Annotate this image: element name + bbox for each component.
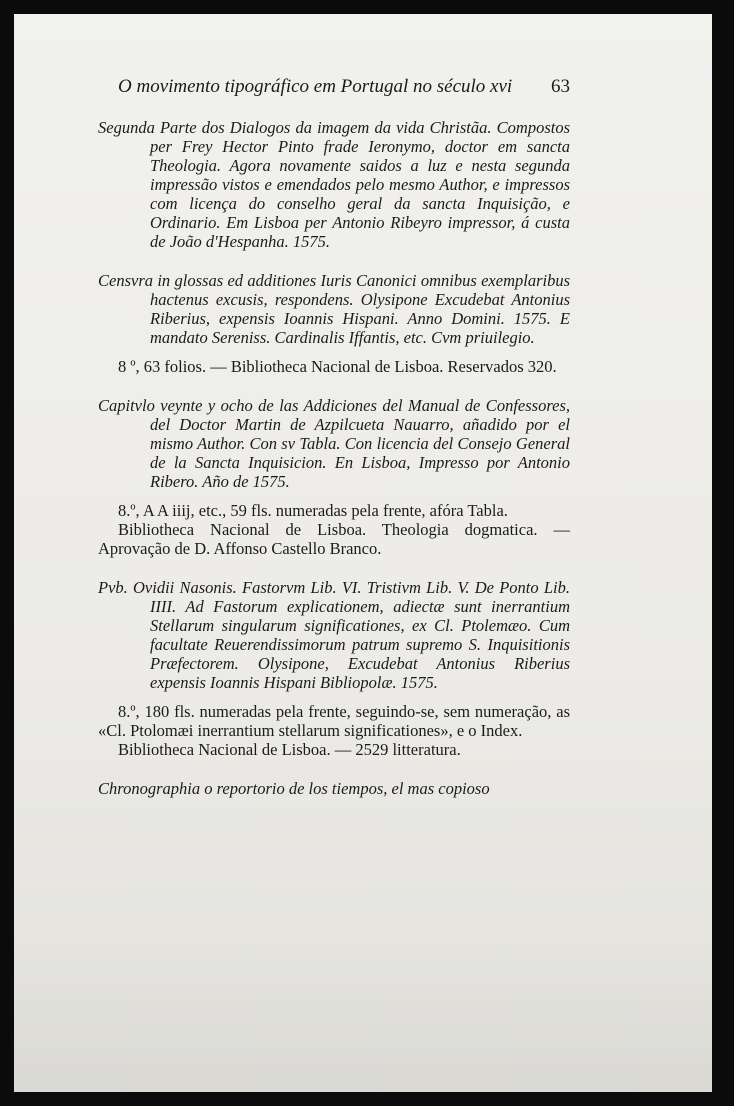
entry-note: 8 º, 63 folios. — Bibliotheca Nacional de Lisboa. Reservados 320. — [118, 357, 557, 376]
entry-note: 8.º, A A iiij, etc., 59 fls. numeradas pela frente, afóra Tabla. — [118, 501, 508, 520]
page-number: 63 — [551, 76, 570, 97]
running-title: O movimento tipográfico em Portugal no século xvi — [118, 76, 513, 97]
scanned-page — [14, 14, 712, 1092]
entry-note: 8.º, 180 fls. numeradas pela frente, seguindo-se, sem numeração, as «Cl. Ptolomæi inerrantium stellarum significationes», e o Index. — [98, 702, 570, 740]
bibliographic-entry-title: Segunda Parte dos Dialogos da imagem da vida Christãa. Compostos per Frey Hector Pinto frade Ieronymo, doctor em sancta Theologia. Agora novamente saidos a luz e nesta segunda impressão vistos e emendados pelo mesmo Author, e impressos com licença do conselho geral da sancta Inquisição, e Ordinario. Em Lisboa per Antonio Ribeyro impressor, á custa de João d'Hespanha. 1575. — [98, 118, 570, 251]
entry-note: Bibliotheca Nacional de Lisboa. Theologia dogmatica. — Aprovação de D. Affonso Castello Branco. — [98, 520, 570, 558]
bibliographic-entry-title: Capitvlo veynte y ocho de las Addiciones del Manual de Confessores, del Doctor Martin de Azpilcueta Nauarro, añadido por el mismo Author. Con sv Tabla. Con licencia del Consejo General de la Sancta Inquisicion. En Lisboa, Impresso por Antonio Ribero. Año de 1575. — [98, 396, 570, 491]
entry-note: Bibliotheca Nacional de Lisboa. — 2529 litteratura. — [118, 740, 461, 759]
bibliographic-entry-title: Censvra in glossas ed additiones Iuris Canonici omnibus exemplaribus hactenus excusis, respondens. Olysipone Excudebat Antonius Riberius, expensis Ioannis Hispani. Anno Domini. 1575. E mandato Sereniss. Cardinalis Iffantis, etc. Cvm priuilegio. — [98, 271, 570, 347]
bibliographic-entry-title: Pvb. Ovidii Nasonis. Fastorvm Lib. VI. Tristivm Lib. V. De Ponto Lib. IIII. Ad Fastorum explicationem, adiectæ sunt inerrantium Stellarum singularum significationes, ex Cl. Ptolemæo. Cum facultate Reuerendissimorum patrum supremo S. Inquisitionis Præfectorem. Olysipone, Excudebat Antonius Riberius expensis Ioannis Hispani Bibliopolæ. 1575. — [98, 578, 570, 692]
page-shading — [14, 932, 712, 1092]
page-content — [98, 118, 570, 798]
bibliographic-entry-title: Chronographia o reportorio de los tiempos, el mas copioso — [98, 779, 490, 798]
running-header — [118, 76, 570, 98]
